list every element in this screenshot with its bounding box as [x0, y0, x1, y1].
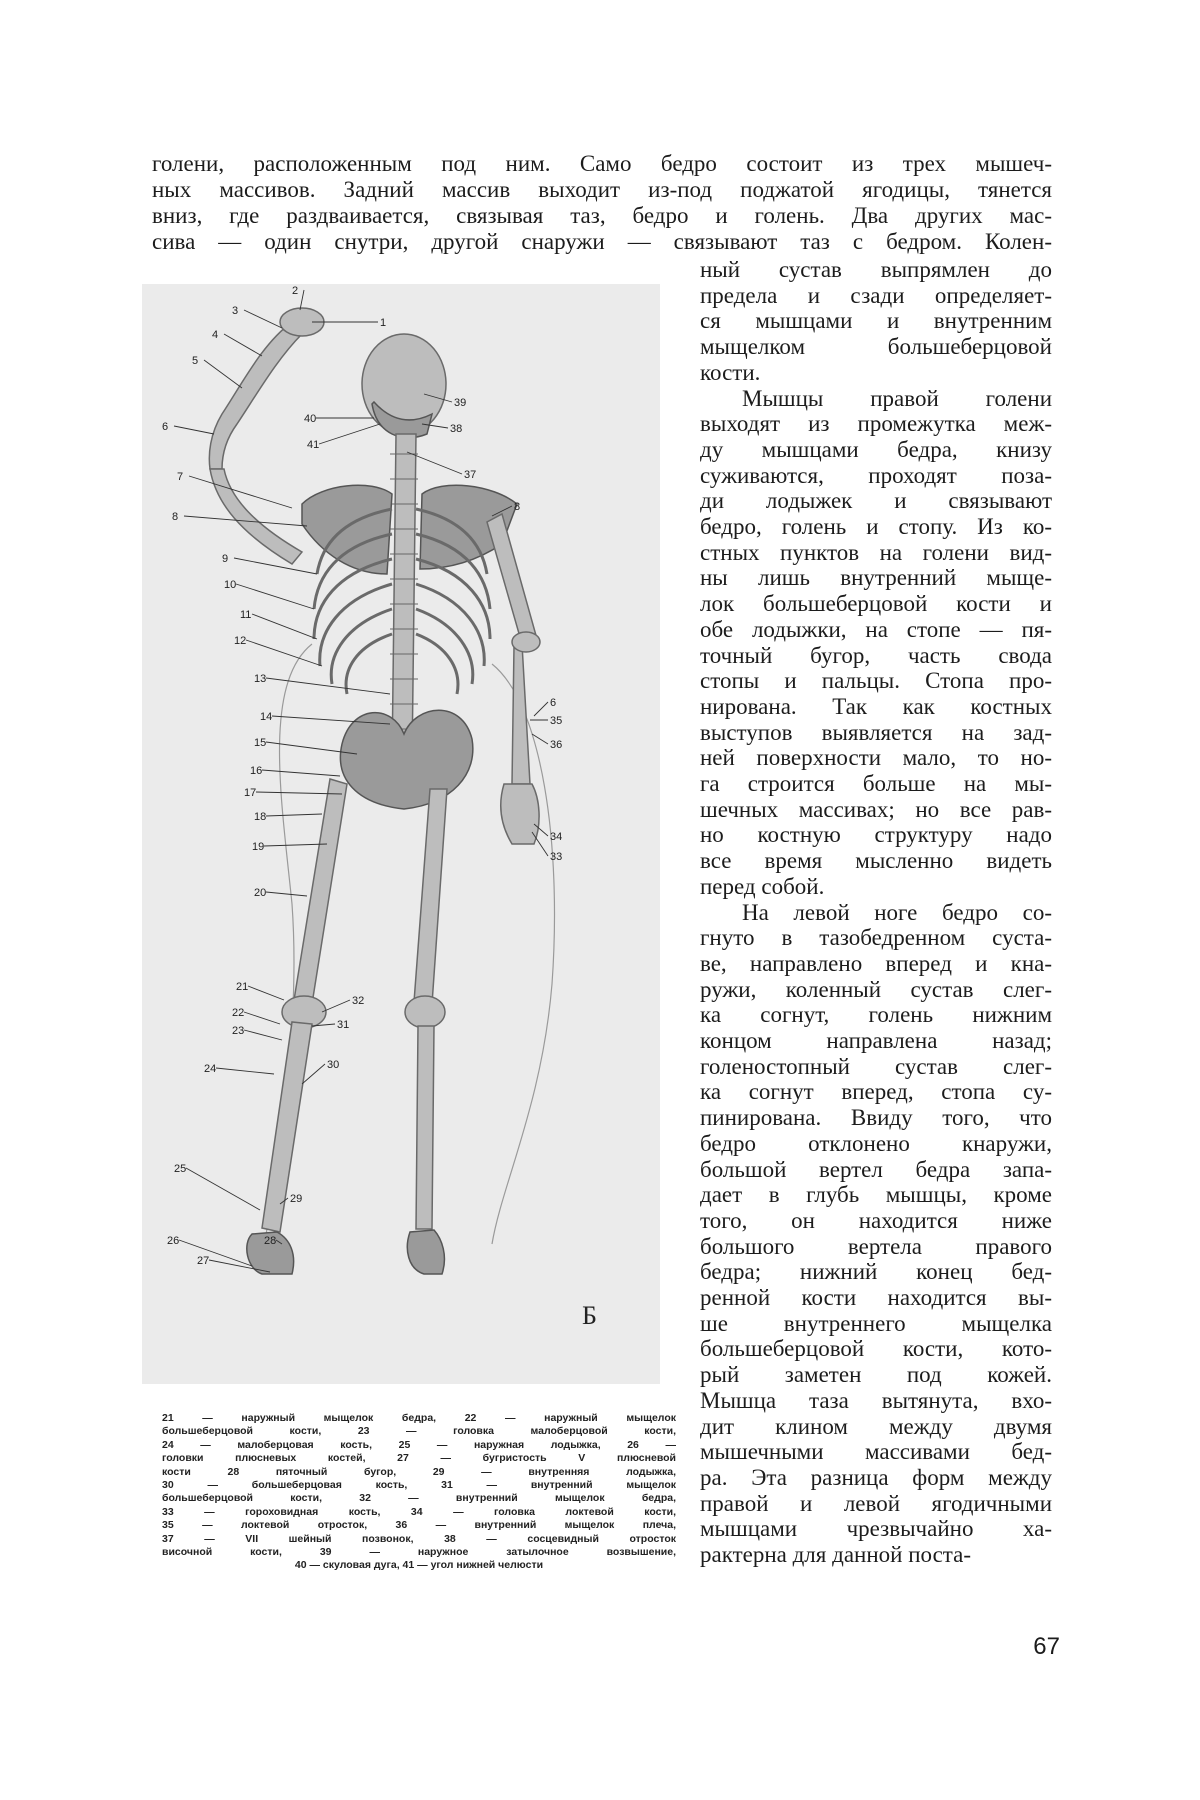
text-line: голени, расположенным под ним. Само бедро состоит из трех мышеч- — [152, 151, 1052, 176]
caption-line: 33 — гороховидная кость, 34 — головка локтевой кости, — [162, 1505, 676, 1518]
caption-line: большеберцовой кости, 23 — головка малоберцовой кости, — [162, 1425, 676, 1438]
label-leader-line — [276, 1240, 282, 1244]
label-leader-line — [186, 1168, 260, 1210]
caption-line: большеберцовой кости, 32 — внутренний мыщелок бедра, — [162, 1492, 676, 1505]
caption-line: 30 — большеберцовая кость, 31 — внутренний мыщелок — [162, 1479, 676, 1491]
text-line: бедро, голень и стопу. Из ко- — [700, 514, 1052, 539]
label-leader-line — [246, 640, 322, 666]
text-line: голеностопный сустав слег- — [700, 1053, 1052, 1079]
text-line: точный бугор, часть свода — [700, 642, 1052, 668]
figure-label: 27 — [197, 1255, 210, 1267]
text-line: сива — один снутри, другой снаружи — связывают таз с бедром. Колен- — [152, 229, 1052, 254]
label-leader-line — [322, 1000, 350, 1012]
text-line: ка согнут, голень нижним — [700, 1002, 1052, 1028]
label-leader-line — [302, 1064, 325, 1084]
label-leader-line — [174, 426, 214, 434]
figure-label: 30 — [327, 1059, 340, 1071]
figure-label: 22 — [232, 1007, 245, 1019]
caption-line: 40 — скуловая дуга, 41 — угол нижней челюсти — [294, 1559, 544, 1572]
text-line: рактерна для данной поста- — [700, 1542, 971, 1567]
figure-label: 34 — [550, 831, 563, 843]
text-line: ра. Эта разница форм между — [700, 1464, 1052, 1490]
figure-label: 35 — [550, 715, 563, 727]
figure-label: 7 — [177, 471, 184, 483]
label-leader-line — [300, 290, 304, 310]
figure-label: 2 — [292, 285, 299, 297]
text-line: все время мысленно видеть — [700, 848, 1052, 874]
text-line: ся мышцами и внутренним — [700, 308, 1052, 334]
figure-label: 23 — [232, 1025, 245, 1037]
caption-line: кости 28 пяточный бугор, 29 — внутренняя лодыжка, — [162, 1465, 676, 1478]
label-leader-line — [272, 716, 390, 724]
text-line: вниз, где раздваивается, связывая таз, бедро и голень. Два других мас- — [152, 203, 1052, 228]
text-line: ных массивов. Задний массив выходит из-под поджатой ягодицы, тянется — [152, 177, 1052, 202]
text-line: ду мышцами бедра, книзу — [700, 436, 1052, 462]
text-line: дает в глубь мышцы, кроме — [700, 1182, 1052, 1208]
figure-label: 38 — [450, 423, 463, 435]
text-line: нирована. Так как костных — [700, 693, 1052, 719]
text-line: ный сустав выпрямлен до — [700, 257, 1052, 282]
figure-label: 16 — [250, 765, 263, 777]
skeleton-figure — [142, 284, 660, 1384]
text-line: бедра; нижний конец бед- — [700, 1259, 1052, 1285]
label-leader-line — [248, 986, 284, 1000]
text-line: ка согнут вперед, стопа су- — [700, 1079, 1052, 1105]
caption-line: головки плюсневых костей, 27 — бугристость V плюсневой — [162, 1452, 676, 1465]
figure-letter: Б — [582, 1301, 597, 1330]
text-line: мышечными массивами бед- — [700, 1439, 1052, 1465]
figure-label: 24 — [204, 1063, 217, 1075]
text-line: рый заметен под кожей. — [700, 1362, 1052, 1388]
figure-label: 36 — [550, 739, 563, 751]
figure-label: 25 — [174, 1163, 187, 1175]
figure-label: 31 — [337, 1019, 350, 1031]
figure-label: 32 — [352, 995, 365, 1007]
label-leader-line — [189, 476, 292, 508]
caption-line: височной кости, 39 — наружное затылочное возвышение, — [162, 1546, 676, 1558]
figure-label: 5 — [192, 355, 199, 367]
figure-label: 37 — [464, 469, 477, 481]
label-leader-line — [266, 892, 307, 896]
figure-label: 40 — [304, 413, 317, 425]
figure-label-layer — [142, 284, 660, 1384]
text-line: того, он находится ниже — [700, 1207, 1052, 1233]
figure-label: 19 — [252, 841, 265, 853]
label-leader-line — [534, 702, 548, 716]
figure-label: 17 — [244, 787, 257, 799]
text-line: ве, направлено вперед и кна- — [700, 950, 1052, 976]
label-leader-line — [204, 360, 242, 388]
label-leader-line — [534, 824, 548, 836]
label-leader-line — [407, 452, 462, 474]
text-line: мышцами чрезвычайно ха- — [700, 1516, 1052, 1542]
page-number: 67 — [1033, 1633, 1060, 1660]
label-leader-line — [244, 310, 282, 328]
text-line: ренной кости находится вы- — [700, 1285, 1052, 1310]
text-line: ше внутреннего мыщелка — [700, 1310, 1052, 1336]
text-line: правой и левой ягодичными — [700, 1490, 1052, 1516]
text-line: Мышца таза вытянута, вхо- — [700, 1387, 1052, 1413]
text-line: кости. — [700, 359, 761, 385]
caption-line: 35 — локтевой отросток, 36 — внутренний мыщелок плеча, — [162, 1519, 676, 1532]
figure-label: 20 — [254, 887, 267, 899]
figure-label: 18 — [254, 811, 267, 823]
text-line: ди лодыжек и связывают — [700, 488, 1052, 514]
text-line: стопы и пальцы. Стопа про- — [700, 668, 1052, 694]
figure-label: 29 — [290, 1193, 303, 1205]
label-leader-line — [319, 424, 380, 444]
figure-label: 12 — [234, 635, 247, 647]
figure-label: 41 — [307, 439, 320, 451]
label-leader-line — [266, 742, 357, 754]
figure-label: 3 — [232, 305, 239, 317]
label-leader-line — [424, 394, 452, 402]
label-leader-line — [280, 1198, 288, 1204]
label-leader-line — [236, 584, 314, 609]
label-leader-line — [262, 770, 340, 776]
text-line: га строится больше на мы- — [700, 771, 1052, 796]
text-line: шечных массивах; но все рав- — [700, 796, 1052, 822]
label-leader-line — [422, 424, 448, 428]
text-line: большого вертела правого — [700, 1233, 1052, 1259]
text-line: большеберцовой кости, кото- — [700, 1336, 1052, 1362]
label-leader-line — [244, 1012, 280, 1024]
label-leader-line — [224, 334, 262, 356]
figure-label: 8 — [514, 501, 521, 513]
figure-label: 6 — [550, 697, 557, 709]
label-leader-line — [234, 558, 317, 574]
figure-label: 4 — [212, 329, 219, 341]
figure-label: 13 — [254, 673, 267, 685]
caption-line: 37 — VII шейный позвонок, 38 — сосцевидный отросток — [162, 1532, 676, 1545]
label-leader-line — [312, 1024, 335, 1026]
label-leader-line — [252, 614, 317, 639]
label-leader-line — [492, 506, 512, 516]
text-line: предела и сзади определяет- — [700, 282, 1052, 308]
label-leader-line — [184, 516, 307, 526]
text-line: пинирована. Ввиду того, что — [700, 1105, 1052, 1131]
label-leader-line — [179, 1240, 252, 1266]
text-line: мыщелком большеберцовой — [700, 334, 1052, 360]
text-line: стных пунктов на голени вид- — [700, 539, 1052, 565]
text-line: перед собой. — [700, 873, 825, 899]
text-line: суживаются, проходят поза- — [700, 462, 1052, 488]
text-line: Мышцы правой голени — [742, 385, 1052, 411]
text-line: дит клином между двумя — [700, 1413, 1052, 1439]
figure-label: 11 — [240, 609, 252, 621]
text-line: бедро отклонено кнаружи, — [700, 1130, 1052, 1156]
text-line: выходят из промежутка меж- — [700, 411, 1052, 437]
caption-line: 21 — наружный мыщелок бедра, 22 — наружный мыщелок — [162, 1412, 676, 1424]
text-line: концом направлена назад; — [700, 1028, 1052, 1053]
label-leader-line — [532, 734, 548, 744]
label-leader-line — [216, 1068, 274, 1074]
label-leader-line — [264, 844, 327, 846]
figure-label: 10 — [224, 579, 237, 591]
figure-label: 15 — [254, 737, 267, 749]
label-leader-line — [532, 832, 548, 856]
figure-label: 9 — [222, 553, 229, 565]
figure-label: 26 — [167, 1235, 180, 1247]
figure-label: 39 — [454, 397, 467, 409]
label-leader-line — [266, 814, 322, 816]
text-line: гнуто в тазобедренном суста- — [700, 925, 1052, 951]
caption-line: 24 — малоберцовая кость, 25 — наружная лодыжка, 26 — — [162, 1438, 676, 1451]
text-line: лок большеберцовой кости и — [700, 591, 1052, 617]
figure-label: 21 — [236, 981, 249, 993]
figure-label: 6 — [162, 421, 169, 433]
text-line: На левой ноге бедро со- — [742, 899, 1052, 925]
figure-label: 28 — [264, 1235, 277, 1247]
text-line: ней поверхности мало, то но- — [700, 745, 1052, 771]
label-leader-line — [256, 792, 342, 794]
text-line: выступов выявляется на зад- — [700, 719, 1052, 745]
text-line: большой вертел бедра запа- — [700, 1156, 1052, 1182]
figure-label: 14 — [260, 711, 273, 723]
figure-label: 33 — [550, 851, 563, 863]
label-leader-line — [244, 1030, 282, 1040]
text-line: ны лишь внутренний мыще- — [700, 565, 1052, 591]
text-line: но костную структуру надо — [700, 822, 1052, 848]
label-leader-line — [266, 678, 390, 694]
figure-label: 8 — [172, 511, 179, 523]
text-line: ружи, коленный сустав слег- — [700, 976, 1052, 1002]
figure-label: 1 — [380, 317, 387, 329]
text-line: обе лодыжки, на стопе — пя- — [700, 616, 1052, 642]
